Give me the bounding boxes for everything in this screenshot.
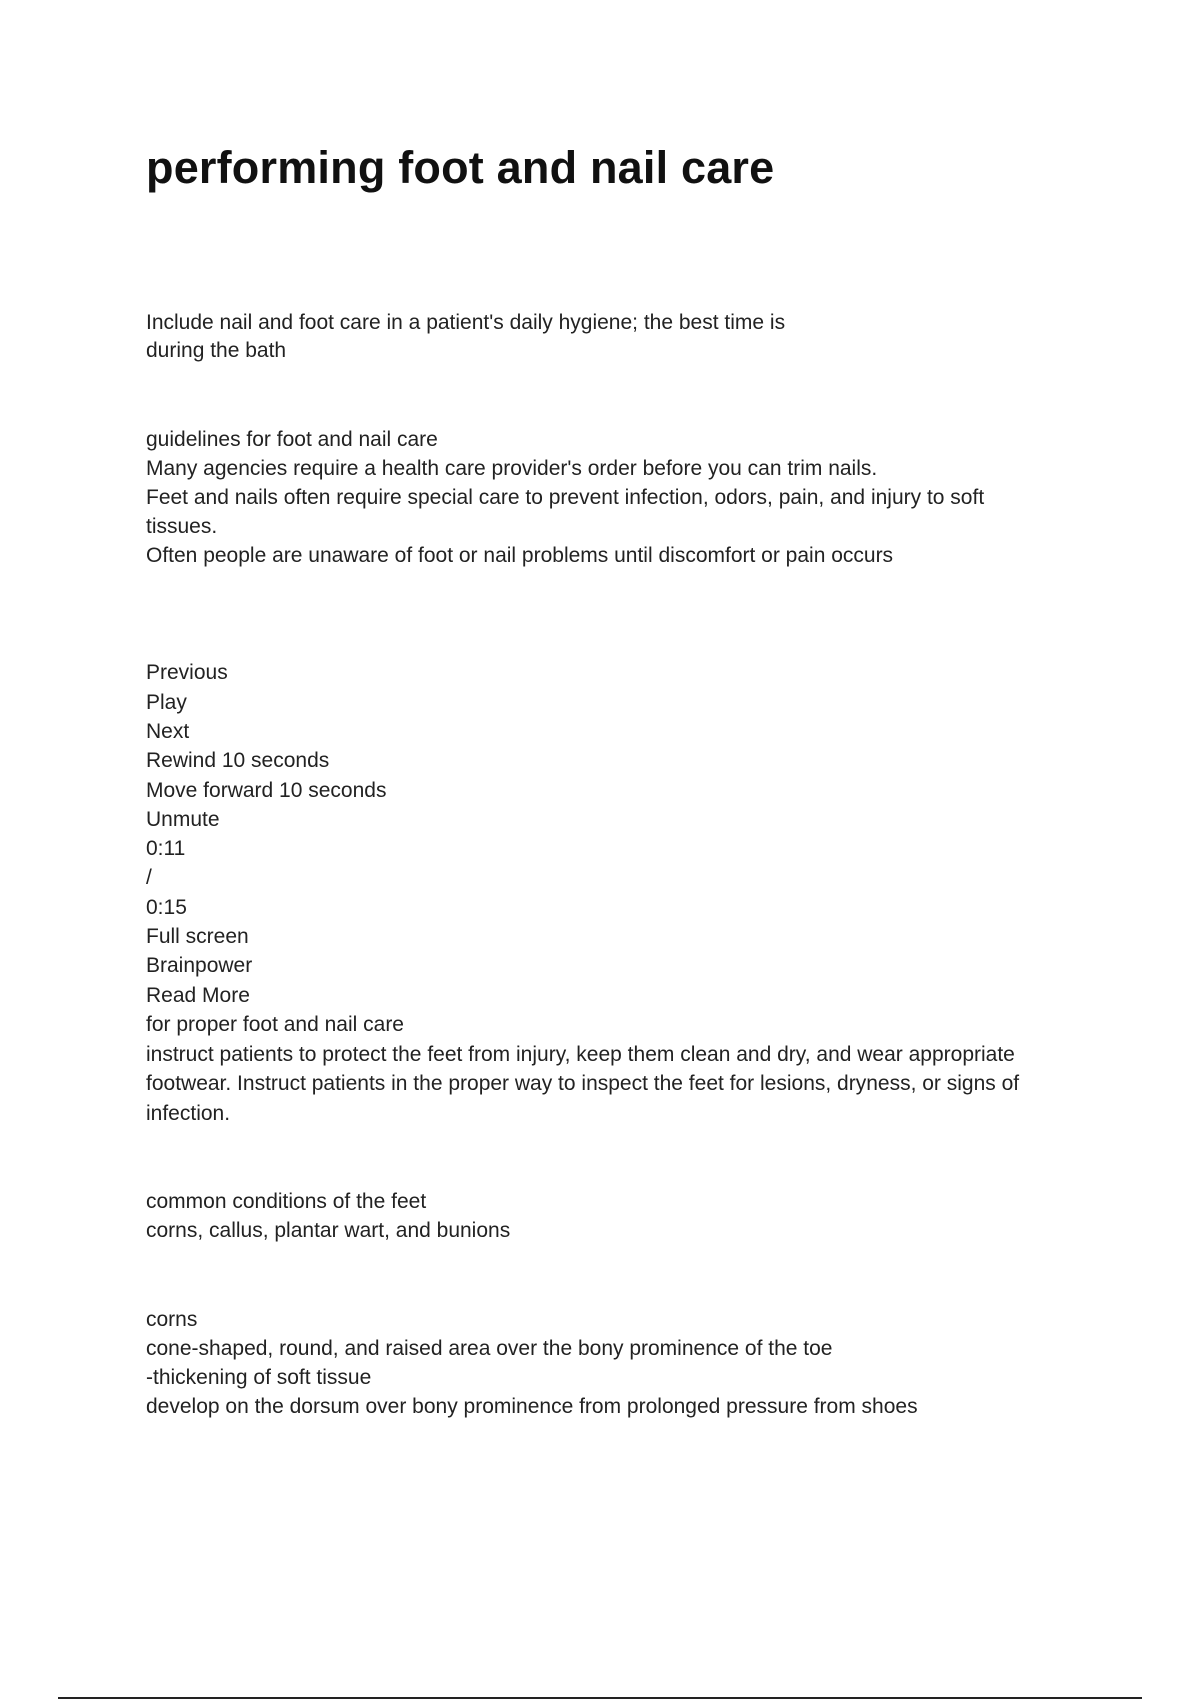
corns-line-2: -thickening of soft tissue (146, 1366, 372, 1389)
current-time: 0:11 (146, 837, 186, 860)
play-button[interactable]: Play (146, 691, 187, 714)
time-separator: / (146, 866, 152, 889)
guidelines-item-2-line-2: tissues. (146, 515, 218, 538)
guidelines-heading: guidelines for foot and nail care (146, 428, 438, 451)
page-title: performing foot and nail care (146, 142, 775, 193)
proper-care-line-1: instruct patients to protect the feet from injury, keep them clean and dry, and wear appropriate (146, 1043, 1015, 1066)
proper-care-line-3: infection. (146, 1102, 231, 1125)
fullscreen-button[interactable]: Full screen (146, 925, 249, 948)
conditions-heading: common conditions of the feet (146, 1190, 427, 1213)
forward-button[interactable]: Move forward 10 seconds (146, 779, 387, 802)
corns-heading: corns (146, 1308, 198, 1331)
previous-button[interactable]: Previous (146, 661, 228, 684)
corns-line-3: develop on the dorsum over bony prominence from prolonged pressure from shoes (146, 1395, 918, 1418)
conditions-text: corns, callus, plantar wart, and bunions (146, 1219, 511, 1242)
proper-care-line-2: footwear. Instruct patients in the proper way to inspect the feet for lesions, dryness, or signs of (146, 1072, 1020, 1095)
unmute-button[interactable]: Unmute (146, 808, 220, 831)
guidelines-item-3: Often people are unaware of foot or nail problems until discomfort or pain occurs (146, 544, 894, 567)
read-more-link[interactable]: Read More (146, 984, 250, 1007)
intro-line-2: during the bath (146, 339, 287, 362)
corns-line-1: cone-shaped, round, and raised area over the bony prominence of the toe (146, 1337, 833, 1360)
guidelines-item-2-line-1: Feet and nails often require special care to prevent infection, odors, pain, and injury to soft (146, 486, 985, 509)
brainpower-link[interactable]: Brainpower (146, 954, 253, 977)
bottom-divider (58, 1697, 1142, 1699)
intro-line-1: Include nail and foot care in a patient's daily hygiene; the best time is (146, 311, 786, 334)
guidelines-item-1: Many agencies require a health care provider's order before you can trim nails. (146, 457, 878, 480)
rewind-button[interactable]: Rewind 10 seconds (146, 749, 330, 772)
duration: 0:15 (146, 896, 187, 919)
next-button[interactable]: Next (146, 720, 190, 743)
proper-care-heading: for proper foot and nail care (146, 1013, 404, 1036)
